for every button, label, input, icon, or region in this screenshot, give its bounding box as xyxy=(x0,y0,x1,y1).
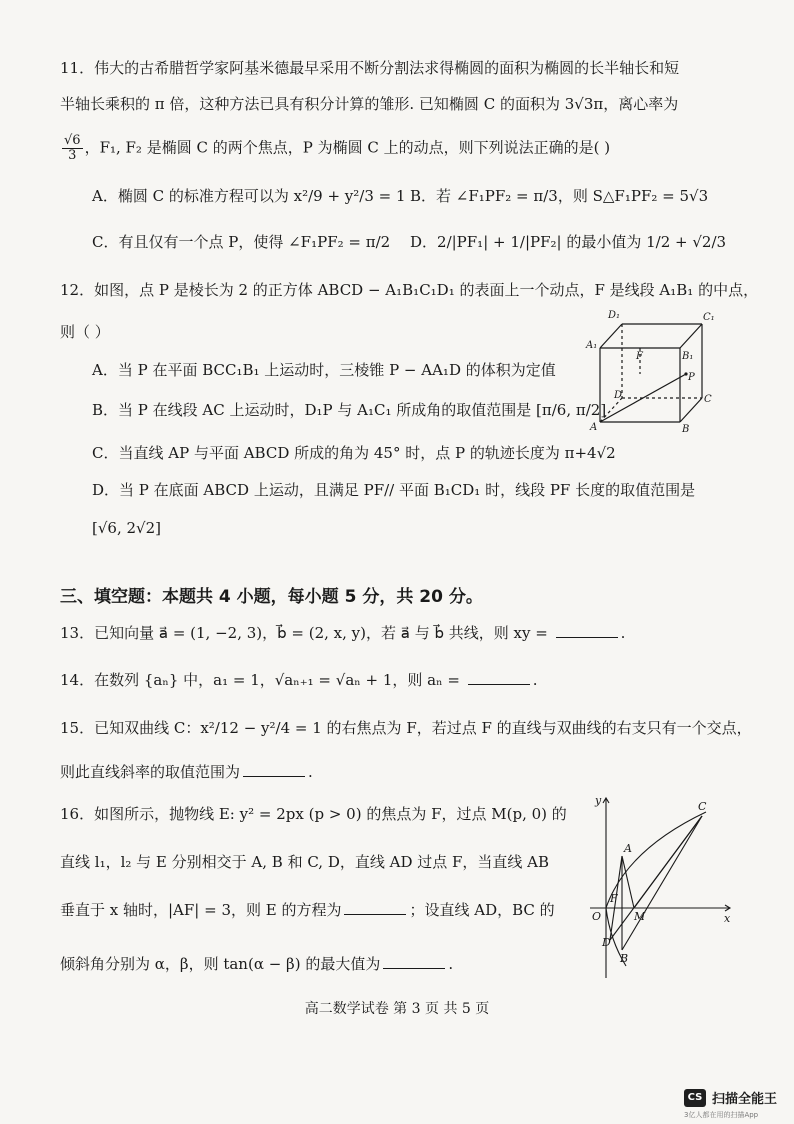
q16-max-blank xyxy=(383,954,445,969)
parabola-figure xyxy=(586,790,736,980)
label-p: P xyxy=(688,372,695,383)
label-a1: A₁ xyxy=(586,340,598,351)
q12-option-c: C．当直线 AP 与平面 ABCD 所成的角为 45° 时，点 P 的轨迹长度为 π+4√2 xyxy=(92,444,616,462)
q11-line2: 半轴长乘积的 π 倍，这种方法已具有积分计算的雏形. 已知椭圆 C 的面积为 3√3π，离心率为 xyxy=(60,95,679,113)
q16-line2: 直线 l₁，l₂ 与 E 分别相交于 A, B 和 C, D，直线 AD 过点 F，当直线 AB xyxy=(60,853,550,871)
label-b: B xyxy=(682,424,690,435)
q12-option-d-range: [√6, 2√2] xyxy=(92,519,161,537)
label-y: y xyxy=(595,794,602,807)
label-point-d: D xyxy=(602,936,611,949)
label-point-b: B xyxy=(620,952,629,965)
q14-answer-blank xyxy=(468,670,530,685)
q12-line2: 则（ ） xyxy=(60,323,110,341)
q16-line3: 垂直于 x 轴时，|AF| = 3，则 E 的方程为 ；设直线 AD，BC 的 xyxy=(60,901,555,919)
q11-option-a: A．椭圆 C 的标准方程可以为 x²/9 + y²/3 = 1 xyxy=(92,187,406,205)
label-a: A xyxy=(590,422,598,433)
q11-line1: 11．伟大的古希腊哲学家阿基米德最早采用不断分割法求得椭圆的面积为椭圆的长半轴长和短 xyxy=(60,59,680,77)
scanner-watermark xyxy=(684,1088,777,1107)
q16-line4: 倾斜角分别为 α，β，则 tan(α − β) 的最大值为 . xyxy=(60,955,454,973)
q12-option-d: D．当 P 在底面 ABCD 上运动，且满足 PF// 平面 B₁CD₁ 时，线段 PF 长度的取值范围是 xyxy=(92,481,696,499)
label-c: C xyxy=(704,394,712,405)
q15-line2: 则此直线斜率的取值范围为 . xyxy=(60,763,313,781)
q14: 14．在数列 {aₙ} 中，a₁ = 1，√aₙ₊₁ = √aₙ + 1，则 aₙ = . xyxy=(60,671,538,689)
label-b1: B₁ xyxy=(682,351,694,362)
page-footer: 高二数学试卷 第 3 页 共 5 页 xyxy=(304,1001,490,1017)
scanner-logo-icon: CS xyxy=(684,1089,706,1107)
label-d1: D₁ xyxy=(608,310,621,321)
label-origin-o: O xyxy=(592,910,602,923)
label-x: x xyxy=(724,912,731,925)
scanner-name: 扫描全能王 xyxy=(712,1092,778,1107)
label-point-a: A xyxy=(624,842,632,855)
q11-line3: $\frac{√6}{3}$ ，F₁, F₂ 是椭圆 C 的两个焦点，P 为椭圆 C 上的动点，则下列说法正确的是( ) xyxy=(64,133,611,163)
eccentricity-fraction: $\frac{√6}{3}$ xyxy=(64,133,81,163)
q12-line1: 12．如图，点 P 是棱长为 2 的正方体 ABCD − A₁B₁C₁D₁ 的表面上一个动点，F 是线段 A₁B₁ 的中点， xyxy=(60,281,759,299)
label-f: F xyxy=(636,351,643,362)
cube-figure xyxy=(582,304,715,436)
q13: 13．已知向量 a⃗ = (1, −2, 3)，b⃗ = (2, x, y)，若 a⃗ 与 b⃗ 共线，则 xy = . xyxy=(60,624,626,642)
label-point-c: C xyxy=(698,800,707,813)
label-c1: C₁ xyxy=(703,312,715,323)
q16-line1: 16．如图所示，抛物线 E: y² = 2px (p > 0) 的焦点为 F，过点 M(p, 0) 的 xyxy=(60,805,567,823)
q12-option-a: A．当 P 在平面 BCC₁B₁ 上运动时，三棱锥 P − AA₁D 的体积为定值 xyxy=(92,361,556,379)
q12-option-b: B．当 P 在线段 AC 上运动时，D₁P 与 A₁C₁ 所成角的取值范围是 [π/6, π/2] xyxy=(92,401,607,419)
q11-option-b: B．若 ∠F₁PF₂ = π/3，则 S△F₁PF₂ = 5√3 xyxy=(410,187,709,205)
q16-equation-blank xyxy=(344,900,406,915)
section-title: 三、填空题：本题共 4 小题，每小题 5 分，共 20 分。 xyxy=(60,587,483,607)
q13-answer-blank xyxy=(556,623,618,638)
q15-line1: 15．已知双曲线 C：x²/12 − y²/4 = 1 的右焦点为 F，若过点 F 的直线与双曲线的右支只有一个交点， xyxy=(60,719,752,737)
scanner-tagline: 3亿人都在用的扫描App xyxy=(684,1111,759,1119)
q15-answer-blank xyxy=(243,762,305,777)
label-focus-f: F xyxy=(610,892,618,905)
label-d: D xyxy=(614,390,623,401)
q11-option-c: C．有且仅有一个点 P，使得 ∠F₁PF₂ = π/2 xyxy=(92,233,391,251)
q11-option-d: D．2/|PF₁| + 1/|PF₂| 的最小值为 1/2 + √2/3 xyxy=(410,233,727,251)
label-point-m: M xyxy=(634,910,646,923)
